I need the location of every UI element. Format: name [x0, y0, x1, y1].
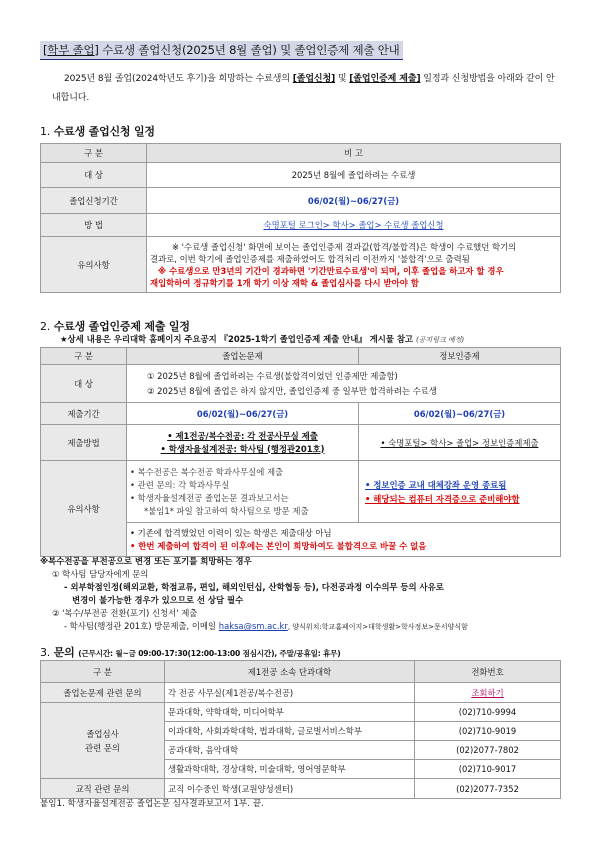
s1-method-label: 방 법 [41, 214, 147, 237]
s2-notice-t1: • 복수전공은 복수전공 학과사무실에 제출 [130, 466, 284, 477]
s2-notice-t3: • 학생자율설계전공 졸업논문 결과보고서는 [130, 492, 289, 503]
section2-table [40, 347, 561, 557]
s1-notice-cell [147, 237, 561, 293]
s2-method-info[interactable]: • 숙명포털> 학사> 졸업> 정보인증제제출 [359, 425, 561, 461]
s1-notice-line2: 결과로, 이번 학기에 졸업인증제를 제출하였어도 합격처리 이전까지 '불합격'으로 출력됨 [150, 253, 470, 264]
s2-notice-label: 유의사항 [41, 461, 127, 557]
s2-target-2: ② 2025년 8월에 졸업은 하지 않지만, 졸업인증제 중 일부만 합격하려는 수료생 [147, 385, 437, 396]
section3-title: 문의 [53, 646, 75, 659]
contact-exam-college-1: 문과대학, 약학대학, 미디어학부 [165, 703, 415, 722]
haksa-email-link[interactable]: haksa@sm.ac.kr [218, 621, 288, 631]
section2-heading [40, 318, 190, 334]
s1-target-label: 대 상 [41, 163, 147, 188]
notes-line6-path: , 양식위치:학교홈페이지>대학생활>학사정보>문서양식함 [287, 623, 468, 631]
section1-number: 1. [40, 125, 51, 138]
section1-heading [40, 123, 155, 139]
lookup-link[interactable]: 조회하기 [415, 683, 561, 703]
contact-exam-label-1: 졸업심사 [86, 728, 119, 739]
s2-target-cell [127, 365, 561, 403]
attachment-footnote: 붙임1. 학생자율설계전공 졸업논문 심사결과보고서 1부. 끝. [40, 799, 264, 809]
intro-text-2: 및 [335, 74, 350, 84]
s2-notice-c1: • 기존에 합격했었던 이력이 있는 학생은 제출대상 아님 [130, 527, 332, 538]
s2-header-info: 정보인증제 [359, 348, 561, 365]
s2-period-thesis: 06/02(월)~06/27(금) [127, 403, 359, 425]
intro-paragraph [52, 70, 562, 108]
s1-target-value: 2025년 8월에 졸업하려는 수료생 [147, 163, 561, 188]
notes-line2: ① 학사팀 담당자에게 문의 [52, 569, 149, 579]
s2-method-thesis-1: • 제1전공/복수전공: 각 전공사무실 제출 [167, 430, 318, 441]
section3-heading [40, 644, 341, 660]
s2-header-thesis: 졸업논문제 [127, 348, 359, 365]
s2-notice-common [127, 523, 561, 557]
contact-exam-label-2: 관련 문의 [84, 742, 121, 753]
s2-period-label: 제출기간 [41, 403, 127, 425]
s1-period-value: 06/02(월)~06/27(금) [147, 188, 561, 214]
contact-exam-college-2: 이과대학, 사회과학대학, 법과대학, 글로벌서비스학부 [165, 722, 415, 741]
title-text: 수료생 졸업신청(2025년 8월 졸업) 및 졸업인증제 제출 안내 [98, 43, 400, 57]
s2-notice-i2: • 해당되는 컴퓨터 자격증으로 준비해야함 [365, 493, 520, 504]
s1-method-link[interactable]: 숙명포털 로그인> 학사> 졸업> 수료생 졸업신청 [147, 214, 561, 237]
section3-hours: (근무시간: 월~금 09:00-17:30(12:00-13:00 점심시간), 주말/공휴일: 휴무) [78, 649, 341, 658]
s1-header-category: 구 분 [41, 144, 147, 163]
s2-notice-info [359, 461, 561, 523]
s3-header-category: 구 분 [41, 661, 165, 683]
intro-text-3: 일정과 신청방법을 아래와 같이 안내합니다. [52, 74, 555, 103]
contact-table [40, 660, 561, 799]
major-change-notes [40, 555, 560, 634]
contact-teaching-college: 교직 이수중인 학생(교원양성센터) [165, 779, 415, 799]
s1-notice-label: 유의사항 [41, 237, 147, 293]
s1-notice-line1: ※ '수료생 졸업신청' 화면에 보이는 졸업인증제 결과값(합격/불합격)은 학생이 수료했던 학기의 [172, 241, 517, 252]
contact-thesis-label: 졸업논문제 관련 문의 [41, 683, 165, 703]
notes-line4: 변경이 불가능한 경우가 있으므로 선 상담 필수 [72, 595, 244, 605]
s2-notice-c2: • 한번 제출하여 합격이 된 이후에는 본인이 희망하여도 불합격으로 바꿀 수 없음 [130, 540, 427, 551]
section2-number: 2. [40, 320, 51, 333]
contact-exam-phone-2: (02)710-9019 [415, 722, 561, 741]
contact-thesis-college: 각 전공 사무실(제1전공/복수전공) [165, 683, 415, 703]
s1-period-label: 졸업신청기간 [41, 188, 147, 214]
notes-line3: - 외부학점인정(해외교환, 학점교류, 편입, 해외인턴십, 산학협동 등), 다전공과정 이수의무 등의 사유로 [64, 582, 444, 592]
s1-notice-line3: ※ 수료생으로 만3년의 기간이 경과하면 '기간만료수료생'이 되며, 이후 졸업을 하고자 할 경우 [158, 265, 504, 276]
contact-exam-phone-1: (02)710-9994 [415, 703, 561, 722]
section3-number: 3. [40, 646, 51, 659]
contact-exam-college-3: 공과대학, 음악대학 [165, 741, 415, 760]
notes-line6 [40, 620, 560, 634]
s1-notice-line4: 재입학하여 정규학기를 1개 학기 이상 재학 & 졸업심사를 다시 받아야 함 [150, 277, 419, 288]
s1-header-remarks: 비 고 [147, 144, 561, 163]
s2-notice-thesis [127, 461, 359, 523]
s2-method-label: 제출방법 [41, 425, 127, 461]
s2-target-label: 대 상 [41, 365, 127, 403]
section2-title: 수료생 졸업인증제 제출 일정 [53, 320, 190, 333]
intro-bold-2: [졸업인증제 제출] [349, 74, 421, 84]
notes-line1: ※복수전공을 부전공으로 변경 또는 포기를 희망하는 경우 [40, 556, 252, 566]
contact-teaching-label: 교직 관련 문의 [41, 779, 165, 799]
title-prefix: [학부 졸업] [43, 43, 99, 57]
section1-title: 수료생 졸업신청 일정 [53, 125, 155, 138]
s2-period-info: 06/02(월)~06/27(금) [359, 403, 561, 425]
s3-header-college: 제1전공 소속 단과대학 [165, 661, 415, 683]
section1-table [40, 143, 561, 293]
notes-line6-text: - 학사팀(행정관 201호) 방문제출, 이메일 [64, 621, 219, 631]
s3-header-phone: 전화번호 [415, 661, 561, 683]
section2-subnote-small: (공지링크 예정) [415, 336, 465, 344]
contact-exam-phone-3: (02)2077-7802 [415, 741, 561, 760]
s2-method-thesis-2: • 학생자율설계전공: 학사팀 (행정관201호) [160, 443, 325, 454]
intro-bold-1: [졸업신청] [292, 74, 336, 84]
s2-method-thesis [127, 425, 359, 461]
contact-teaching-phone: (02)2077-7352 [415, 779, 561, 799]
s2-notice-t4: *붙임1* 파일 참고하여 학사팀으로 방문 제출 [144, 505, 309, 516]
page-title [40, 41, 403, 60]
notes-line5: ② '복수/부전공 전환(포기) 신청서' 제출 [52, 608, 198, 618]
section2-subnote [60, 333, 464, 345]
contact-exam-label [41, 703, 165, 779]
contact-exam-college-4: 생활과학대학, 경상대학, 미술대학, 영어영문학부 [165, 760, 415, 779]
contact-exam-phone-4: (02)710-9017 [415, 760, 561, 779]
section2-subnote-text: ★상세 내용은 우리대학 홈페이지 주요공지 『2025-1학기 졸업인증제 제출 안내』 게시물 참고 [60, 334, 414, 344]
s2-header-category: 구 분 [41, 348, 127, 365]
s2-notice-t2: • 관련 문의: 각 학과사무실 [130, 479, 230, 490]
s2-target-1: ① 2025년 8월에 졸업하려는 수료생(불합격이었던 인증제만 제출함) [147, 370, 398, 381]
intro-text-1: 2025년 8월 졸업(2024학년도 후기)을 희망하는 수료생의 [64, 74, 293, 84]
s2-notice-i1: • 정보인증 교내 대체강좌 운영 종료됨 [365, 479, 507, 490]
